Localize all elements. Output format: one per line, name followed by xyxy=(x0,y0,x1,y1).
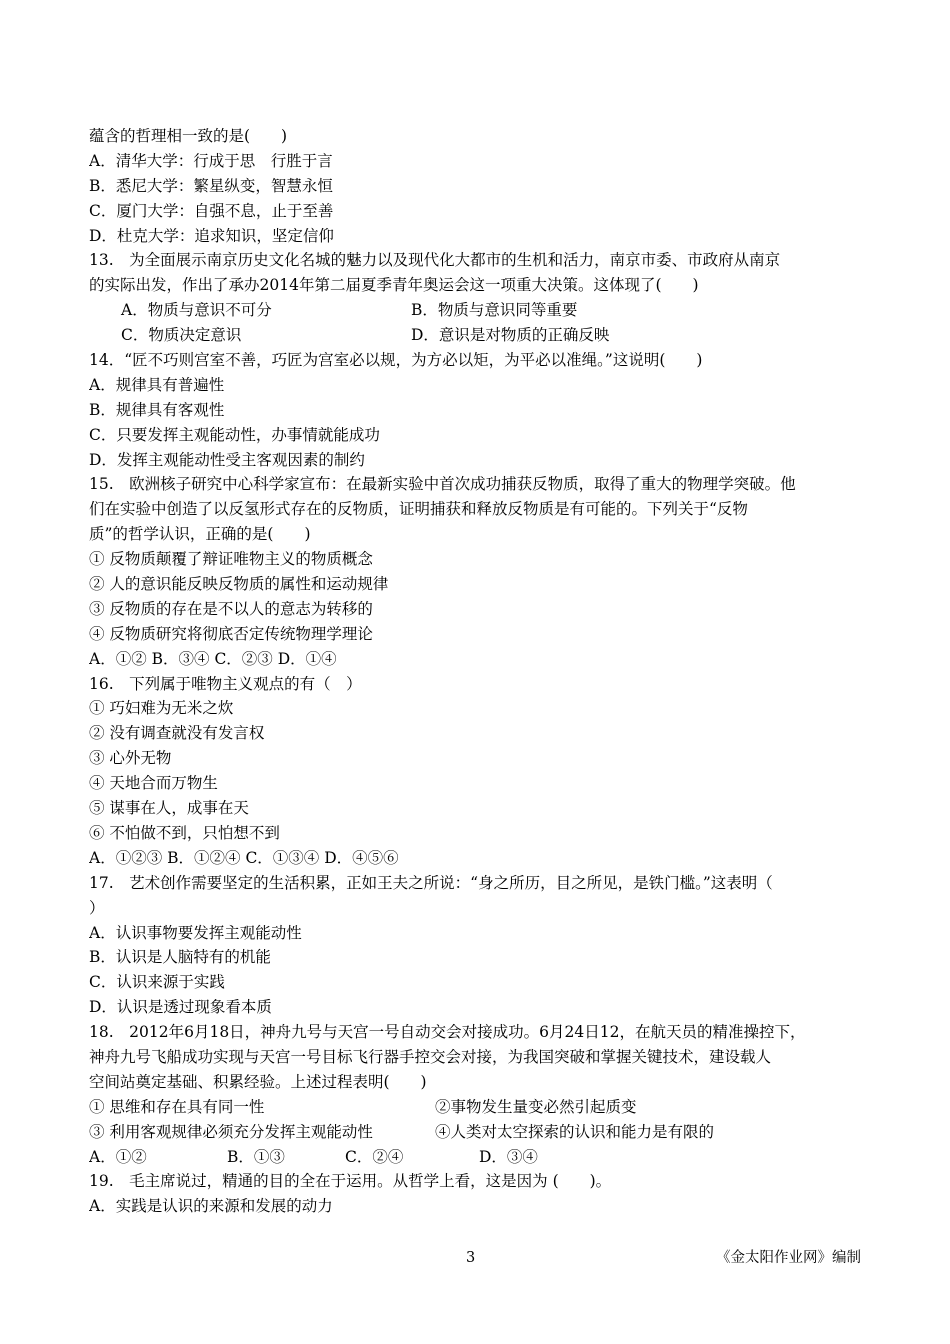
option-b: B．①③ xyxy=(227,1147,285,1166)
question-15-stem: 15. 欧洲核子研究中心科学家宣布：在最新实验中首次成功捕获反物质，取得了重大的物理学突破。他 xyxy=(89,475,796,494)
question-15-stem: 质”的哲学认识，正确的是( ) xyxy=(89,525,311,544)
question-16-stem: 16. 下列属于唯物主义观点的有（ ） xyxy=(89,674,362,693)
option-d: D．意识是对物质的正确反映 xyxy=(411,326,610,345)
question-17-stem: 17. 艺术创作需要坚定的生活积累，正如王夫之所说：“身之所历，目之所见，是铁门槛。”这表明（ xyxy=(89,873,773,892)
statement-4: ④人类对太空探索的认识和能力是有限的 xyxy=(435,1122,715,1141)
option-c: C．②④ xyxy=(345,1147,404,1166)
question-18-stem: 18. 2012年6月18日，神舟九号与天宫一号自动交会对接成功。6月24日12，在航天员的精准操控下， xyxy=(89,1023,806,1042)
statement-line: ④ 天地合而万物生 xyxy=(89,774,218,793)
question-18-statements-row-1 xyxy=(89,1095,864,1120)
statement-3: ③ 利用客观规律必须充分发挥主观能动性 xyxy=(89,1122,373,1141)
option-line: B．规律具有客观性 xyxy=(89,400,225,419)
statement-line: ① 反物质颠覆了辩证唯物主义的物质概念 xyxy=(89,550,373,569)
option-c: C．物质决定意识 xyxy=(121,326,242,345)
option-line: C．厦门大学：自强不息，止于至善 xyxy=(89,201,334,220)
text-line: 蕴含的哲理相一致的是( ) xyxy=(89,127,288,145)
question-13-options-row-1 xyxy=(89,298,864,323)
question-17-stem: ） xyxy=(89,898,105,917)
option-line: A．清华大学：行成于思 行胜于言 xyxy=(89,151,333,170)
statement-line: ① 巧妇难为无米之炊 xyxy=(89,699,234,718)
option-line: B．认识是人脑特有的机能 xyxy=(89,948,271,967)
document-body xyxy=(89,124,864,1219)
question-18-statements-row-2 xyxy=(89,1120,864,1145)
option-line: D．杜克大学：追求知识，坚定信仰 xyxy=(89,226,334,245)
page-footer xyxy=(0,1246,950,1270)
question-13-options-row-2 xyxy=(89,323,864,348)
statement-line: ④ 反物质研究将彻底否定传统物理学理论 xyxy=(89,624,373,643)
option-line: A．认识事物要发挥主观能动性 xyxy=(89,923,302,942)
question-19-stem: 19. 毛主席说过，精通的目的全在于运用。从哲学上看，这是因为 ( )。 xyxy=(89,1172,612,1191)
option-line: B．悉尼大学：繁星纵变，智慧永恒 xyxy=(89,176,333,195)
question-13-stem: 的实际出发，作出了承办2014年第二届夏季青年奥运会这一项重大决策。这体现了( ) xyxy=(89,276,699,295)
option-line: A．①② B．③④ C．②③ D．①④ xyxy=(89,649,337,668)
option-line: D．认识是透过现象看本质 xyxy=(89,998,272,1017)
option-b: B．物质与意识同等重要 xyxy=(411,301,578,320)
option-line: A．实践是认识的来源和发展的动力 xyxy=(89,1197,333,1216)
publisher-credit: 《金太阳作业网》编制 xyxy=(716,1250,861,1266)
option-line: A．①②③ B．①②④ C．①③④ D．④⑤⑥ xyxy=(89,848,399,867)
option-line: C．认识来源于实践 xyxy=(89,973,225,992)
option-a: A．①② xyxy=(89,1147,147,1166)
option-d: D．③④ xyxy=(479,1147,538,1166)
question-14-stem: 14．“匠不巧则宫室不善，巧匠为宫室必以规，为方必以矩，为平必以准绳。”这说明( ) xyxy=(89,351,703,370)
page-number: 3 xyxy=(466,1250,476,1266)
option-line: A．规律具有普遍性 xyxy=(89,375,225,394)
question-18-stem: 空间站奠定基础、积累经验。上述过程表明( ) xyxy=(89,1072,427,1091)
option-line: D．发挥主观能动性受主客观因素的制约 xyxy=(89,450,365,469)
question-13-stem: 13. 为全面展示南京历史文化名城的魅力以及现代化大都市的生机和活力，南京市委、市政府从南京 xyxy=(89,251,781,270)
statement-line: ③ 反物质的存在是不以人的意志为转移的 xyxy=(89,599,373,618)
statement-line: ⑥ 不怕做不到，只怕想不到 xyxy=(89,823,280,842)
statement-1: ① 思维和存在具有同一性 xyxy=(89,1097,265,1116)
question-18-stem: 神舟九号飞船成功实现与天宫一号目标飞行器手控交会对接，为我国突破和掌握关键技术，建设载人 xyxy=(89,1047,772,1066)
question-18-options xyxy=(89,1145,864,1170)
option-line: C．只要发挥主观能动性，办事情就能成功 xyxy=(89,425,380,444)
statement-2: ②事物发生量变必然引起质变 xyxy=(435,1097,637,1116)
statement-line: ② 人的意识能反映反物质的属性和运动规律 xyxy=(89,575,389,594)
statement-line: ③ 心外无物 xyxy=(89,749,172,768)
statement-line: ② 没有调查就没有发言权 xyxy=(89,724,265,743)
statement-line: ⑤ 谋事在人，成事在天 xyxy=(89,799,249,818)
question-15-stem: 们在实验中创造了以反氢形式存在的反物质，证明捕获和释放反物质是有可能的。下列关于“反物 xyxy=(89,500,748,519)
option-a: A．物质与意识不可分 xyxy=(121,301,272,320)
